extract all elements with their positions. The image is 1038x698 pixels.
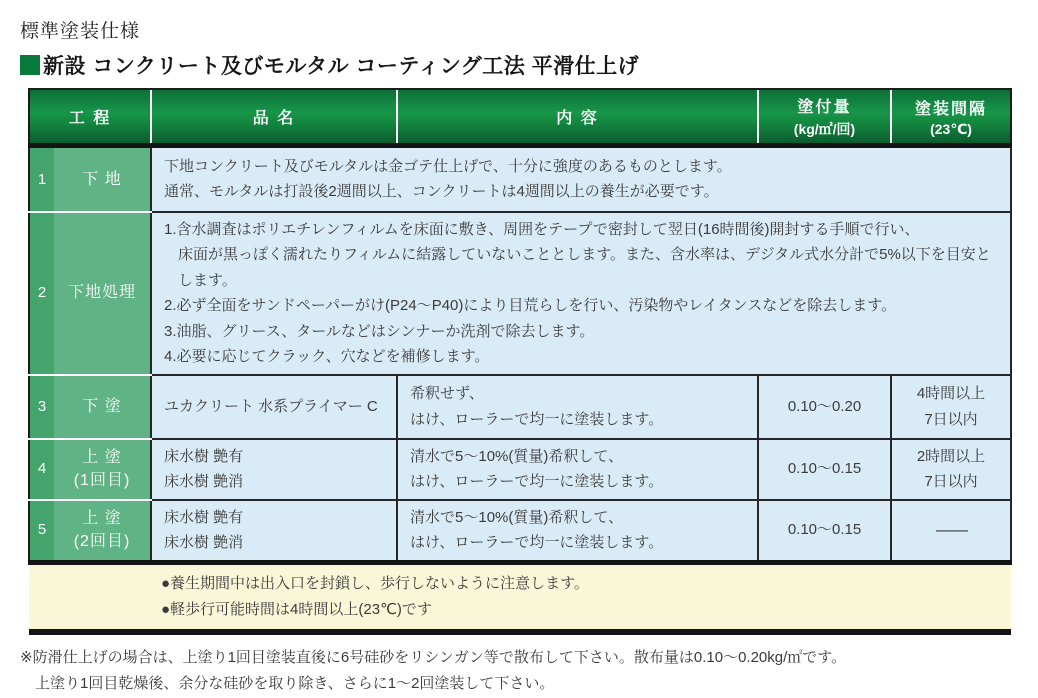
row3-process: 下 塗 [54, 375, 151, 439]
row5-process [54, 500, 151, 563]
row5-number: 5 [29, 500, 54, 563]
row3-content-line1: 希釈せず、 [410, 385, 484, 402]
row5-process-line1: 上 塗 [82, 509, 122, 527]
footer-note-2: ●軽歩行可能時間は4時間以上(23℃)です [161, 600, 432, 618]
row2-content-line1: 1.含水調査はポリエチレンフィルムを床面に敷き、周囲をテープで密封して翌日(16時間後)開封する手順で行い、 [164, 220, 920, 238]
row4-product-name [151, 439, 397, 500]
header-interval-line2: (23℃) [930, 120, 972, 137]
section-heading-text: 新設 コンクリート及びモルタル コーティング工法 平滑仕上げ [43, 55, 640, 78]
row4-process-line1: 上 塗 [82, 448, 122, 466]
header-process: 工 程 [29, 89, 151, 146]
table-footer-row [29, 562, 1011, 632]
row3-content [397, 375, 758, 439]
row3-amount: 0.10〜0.20 [758, 375, 891, 439]
row5-interval-dash: —— [936, 519, 967, 539]
table-row-2 [29, 212, 1011, 375]
row5-product-line1: 床水樹 艶有 [164, 508, 244, 526]
row4-amount: 0.10〜0.15 [758, 439, 891, 500]
row3-interval [891, 375, 1011, 439]
table-row-5 [29, 500, 1011, 563]
row4-process-line2: (1回目) [73, 472, 131, 489]
row5-content-line2: はけ、ローラーで均一に塗装します。 [410, 534, 664, 551]
row4-interval-line2: 7日以内 [924, 473, 978, 490]
row1-content-line2: 通常、モルタルは打設後2週間以上、コンクリートは4週間以上の養生が必要です。 [164, 183, 719, 201]
row5-amount: 0.10〜0.15 [758, 500, 891, 563]
header-name: 品 名 [151, 89, 397, 146]
row4-interval-line1: 2時間以上 [916, 447, 986, 465]
table-row-3 [29, 375, 1011, 439]
row5-content-line1: 清水で5〜10%(質量)希釈して、 [410, 508, 624, 526]
header-interval-line1: 塗装間隔 [915, 100, 988, 118]
row2-content-line4: 3.油脂、グリース、タールなどはシンナーか洗剤で除去します。 [164, 322, 595, 340]
row5-product-line2: 床水樹 艶消 [164, 534, 244, 551]
row4-number: 4 [29, 439, 54, 500]
row4-process [54, 439, 151, 500]
page-title: 標準塗装仕様 [20, 21, 141, 42]
bottom-note-2: 上塗り1回目乾燥後、余分な硅砂を取り除き、さらに1〜2回塗装して下さい。 [35, 675, 555, 693]
row3-interval-line2: 7日以内 [924, 410, 978, 428]
row3-interval-line1: 4時間以上 [916, 385, 986, 402]
table-row-4 [29, 439, 1011, 500]
bottom-notes [20, 645, 1038, 698]
row3-product-name: ユカクリート 水系プライマー C [151, 375, 397, 439]
section-heading [20, 50, 1038, 80]
header-amount-line2: (kg/㎡/回) [793, 121, 856, 137]
row5-content [397, 500, 758, 563]
row1-content [151, 146, 1011, 212]
row5-process-line2: (2回目) [73, 533, 131, 550]
spec-table [28, 88, 1012, 635]
row4-product-line2: 床水樹 艶消 [164, 473, 244, 490]
row2-process: 下地処理 [54, 212, 151, 375]
row2-content-line2: 床面が黒っぽく濡れたりフィルムに結露していないこととします。また、含水率は、デジタル式水分計で5%以下を目安とします。 [178, 246, 991, 289]
bottom-note-1: ※防滑仕上げの場合は、上塗り1回目塗装直後に6号硅砂をリシンガン等で散布して下さい。散布量は0.10〜0.20kg/㎡です。 [20, 649, 847, 666]
footer-note-1: ●養生期間中は出入口を封鎖し、歩行しないように注意します。 [161, 574, 589, 592]
header-content: 内 容 [397, 89, 758, 146]
table-footer-notes [29, 562, 1011, 632]
table-row-1 [29, 146, 1011, 212]
row3-content-line2: はけ、ローラーで均一に塗装します。 [410, 410, 664, 428]
row5-product-name [151, 500, 397, 563]
row2-content-line3: 2.必ず全面をサンドペーパーがけ(P24〜P40)により目荒らしを行い、汚染物やレイタンスなどを除去します。 [164, 297, 896, 314]
row4-product-line1: 床水樹 艶有 [164, 447, 244, 465]
row2-number: 2 [29, 212, 54, 375]
row4-content [397, 439, 758, 500]
green-square-icon [20, 55, 40, 75]
header-amount-line1: 塗付量 [797, 99, 852, 116]
row1-number: 1 [29, 146, 54, 212]
row4-content-line2: はけ、ローラーで均一に塗装します。 [410, 473, 664, 490]
row3-number: 3 [29, 375, 54, 439]
row4-content-line1: 清水で5〜10%(質量)希釈して、 [410, 447, 624, 465]
header-interval [891, 89, 1011, 146]
row2-content [151, 212, 1011, 375]
row4-interval [891, 439, 1011, 500]
row5-interval [891, 500, 1011, 563]
row2-content-line5: 4.必要に応じてクラック、穴などを補修します。 [164, 348, 490, 365]
header-row [29, 89, 1011, 146]
row1-content-line1: 下地コンクリート及びモルタルは金ゴテ仕上げで、十分に強度のあるものとします。 [164, 157, 732, 175]
header-amount [758, 89, 891, 146]
row1-process: 下 地 [54, 146, 151, 212]
